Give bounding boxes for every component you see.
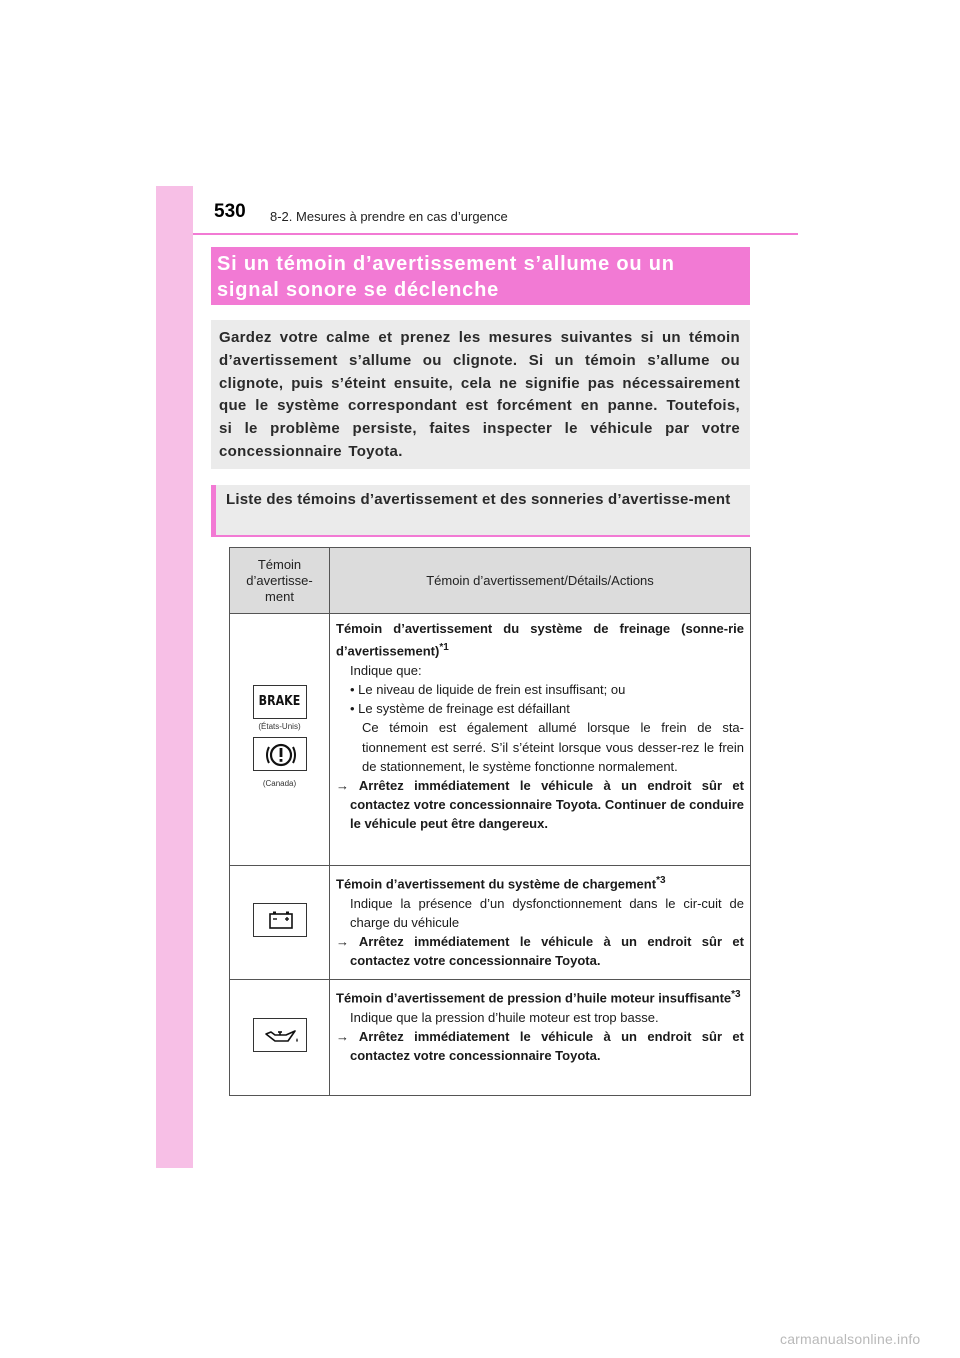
row-title bbox=[336, 871, 744, 894]
battery-icon bbox=[253, 903, 307, 937]
description-cell bbox=[330, 980, 751, 1096]
icon-cell bbox=[230, 980, 330, 1096]
brake-icon-label: BRAKE bbox=[258, 694, 301, 709]
oil-can-icon bbox=[253, 1018, 307, 1052]
row-title bbox=[336, 985, 744, 1008]
row-lead: Indique la présence d’un dysfonctionnement dans le cir-cuit de charge du véhicule bbox=[350, 895, 744, 930]
brake-circle-exclamation-icon bbox=[253, 737, 307, 771]
row-lead: Indique que la pression d’huile moteur est trop basse. bbox=[350, 1009, 659, 1025]
list-item: • Le système de freinage est défaillant bbox=[350, 701, 570, 717]
page-number: 530 bbox=[214, 201, 246, 222]
table-row bbox=[230, 866, 751, 980]
section-title-line-2: signal sonore se déclenche bbox=[217, 279, 500, 301]
list-item: • Le niveau de liquide de frein est insuffisant; ou bbox=[350, 681, 626, 697]
header-details: Témoin d’avertissement/Détails/Actions bbox=[330, 548, 751, 614]
watermark: carmanualsonline.info bbox=[780, 1331, 921, 1347]
subsection-title: Liste des témoins d’avertissement et des sonneries d’avertisse-ment bbox=[226, 491, 731, 508]
header-divider bbox=[193, 233, 798, 235]
intro-box bbox=[211, 320, 750, 469]
header-warning-light: Témoin d’avertisse-ment bbox=[230, 548, 330, 614]
side-band bbox=[156, 186, 193, 1168]
section-title-box bbox=[211, 247, 750, 305]
warning-table bbox=[229, 547, 751, 1096]
description-cell bbox=[330, 866, 751, 980]
table-header-row bbox=[230, 548, 751, 614]
row-title-text: Témoin d’avertissement du système de chargement bbox=[336, 876, 657, 892]
subsection-box bbox=[211, 485, 750, 537]
row-detail: Ce témoin est également allumé lorsque le frein de sta-tionnement est serré. S’il s’éteint lorsque vous desser-rez le frein de stationnement, le système fonctionne normalement. bbox=[362, 720, 744, 774]
row-title-text: Témoin d’avertissement du système de freinage (sonne-rie d’avertissement) bbox=[336, 621, 744, 659]
icon-caption: (États-Unis) bbox=[258, 722, 301, 731]
row-action: → Arrêtez immédiatement le véhicule à un endroit sûr et contactez votre concessionnaire Toyota. bbox=[336, 933, 744, 969]
intro-text: Gardez votre calme et prenez les mesures suivantes si un témoin d’avertissement s’allume ou clignote. Si un témoin s’allume ou clignote, puis s’éteint ensuite, cela ne signifie pas nécessairement que le système correspondant est forcément en panne. Toutefois, si le problème persiste, faites inspecter le véhicule par votre concessionnaire Toyota. bbox=[219, 329, 740, 460]
icon-cell bbox=[230, 614, 330, 866]
table-row bbox=[230, 980, 751, 1096]
description-cell bbox=[330, 614, 751, 866]
section-title bbox=[217, 251, 737, 303]
row-title bbox=[336, 619, 744, 661]
row-lead: Indique que: bbox=[350, 662, 422, 678]
table-row bbox=[230, 614, 751, 866]
section-header: 8-2. Mesures à prendre en cas d’urgence bbox=[270, 209, 508, 224]
brake-text-icon bbox=[253, 685, 307, 719]
footnote-ref: *3 bbox=[731, 989, 741, 1000]
icon-caption: (Canada) bbox=[262, 779, 297, 788]
row-title-text: Témoin d’avertissement de pression d’huile moteur insuffisante bbox=[336, 990, 732, 1006]
icon-cell bbox=[230, 866, 330, 980]
footnote-ref: *1 bbox=[439, 642, 449, 654]
row-action: → Arrêtez immédiatement le véhicule à un endroit sûr et contactez votre concessionnaire Toyota. Continuer de conduire le véhicule peut être dangereux. bbox=[336, 777, 744, 832]
footnote-ref: *3 bbox=[656, 875, 666, 886]
section-title-line-1: Si un témoin d’avertissement s’allume ou un bbox=[217, 253, 675, 275]
row-action: → Arrêtez immédiatement le véhicule à un endroit sûr et contactez votre concessionnaire Toyota. bbox=[336, 1028, 744, 1063]
